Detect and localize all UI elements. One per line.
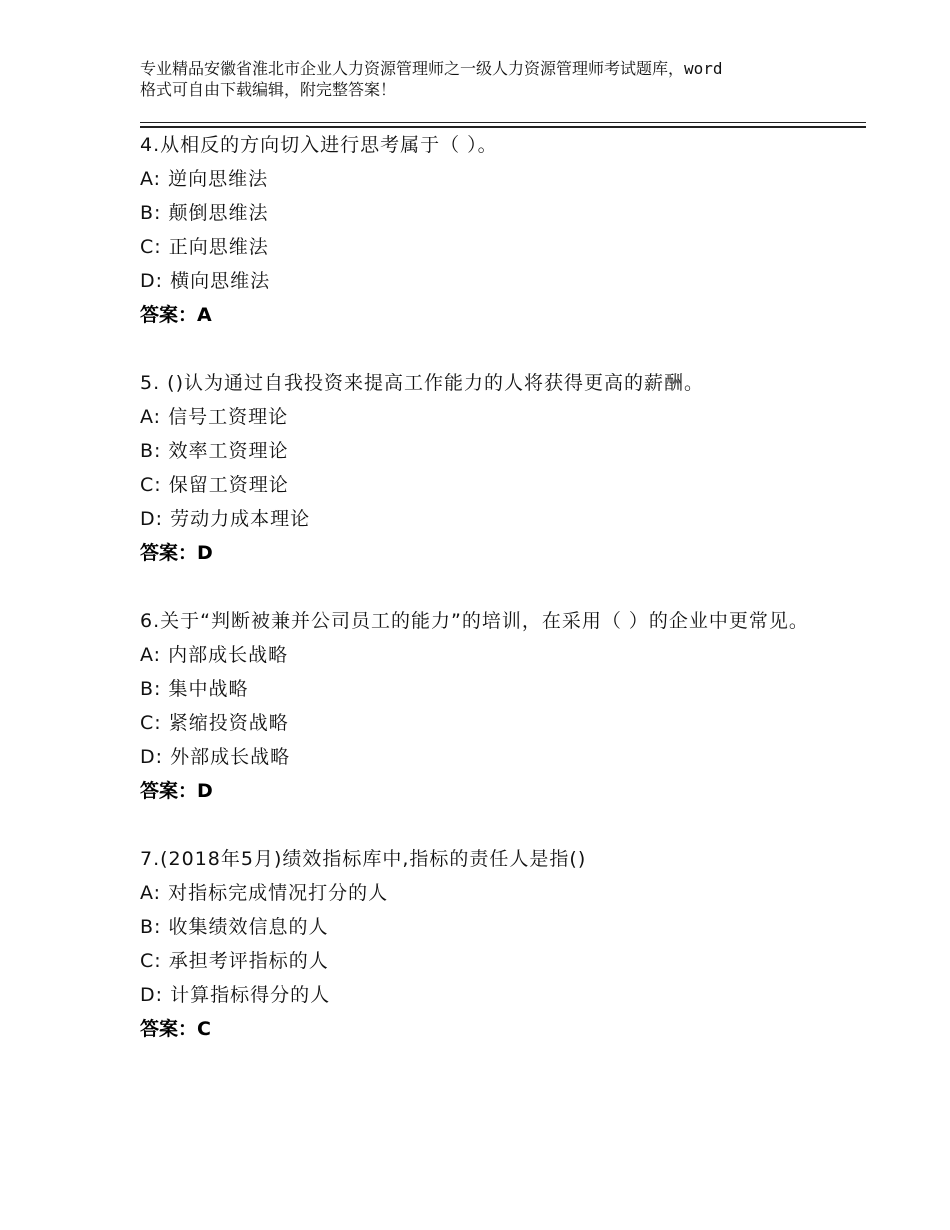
header-line-1: 专业精品安徽省淮北市企业人力资源管理师之一级人力资源管理师考试题库，word — [140, 59, 723, 78]
option-d: D: 外部成长战略 — [140, 746, 291, 768]
question-text: 5. ()认为通过自我投资来提高工作能力的人将获得更高的薪酬。 — [140, 372, 704, 394]
option-d: D: 横向思维法 — [140, 270, 271, 292]
option-b: B: 效率工资理论 — [140, 440, 289, 462]
answer-label: 答案：D — [140, 780, 213, 802]
question-text: 4.从相反的方向切入进行思考属于（ ）。 — [140, 134, 498, 156]
option-d: D: 劳动力成本理论 — [140, 508, 311, 530]
option-a: A: 逆向思维法 — [140, 168, 269, 190]
option-b: B: 收集绩效信息的人 — [140, 916, 329, 938]
option-c: C: 保留工资理论 — [140, 474, 289, 496]
option-b: B: 颠倒思维法 — [140, 202, 269, 224]
question-item — [140, 366, 840, 570]
option-a: A: 对指标完成情况打分的人 — [140, 882, 389, 904]
option-c: C: 紧缩投资战略 — [140, 712, 289, 734]
option-c: C: 承担考评指标的人 — [140, 950, 329, 972]
question-list — [140, 128, 840, 1080]
answer-label: 答案：C — [140, 1018, 211, 1040]
question-text: 6.关于“判断被兼并公司员工的能力”的培训，在采用（ ）的企业中更常见。 — [140, 610, 809, 632]
answer-label: 答案：A — [140, 304, 212, 326]
option-b: B: 集中战略 — [140, 678, 249, 700]
option-a: A: 内部成长战略 — [140, 644, 289, 666]
question-item — [140, 128, 840, 332]
option-a: A: 信号工资理论 — [140, 406, 289, 428]
question-text: 7.(2018年5月)绩效指标库中,指标的责任人是指() — [140, 848, 587, 870]
option-d: D: 计算指标得分的人 — [140, 984, 331, 1006]
header-divider-thin — [140, 122, 866, 123]
answer-label: 答案：D — [140, 542, 213, 564]
question-item — [140, 604, 840, 808]
question-item — [140, 842, 840, 1046]
header-line-2: 格式可自由下载编辑，附完整答案！ — [140, 80, 397, 99]
document-header — [140, 58, 840, 100]
option-c: C: 正向思维法 — [140, 236, 269, 258]
